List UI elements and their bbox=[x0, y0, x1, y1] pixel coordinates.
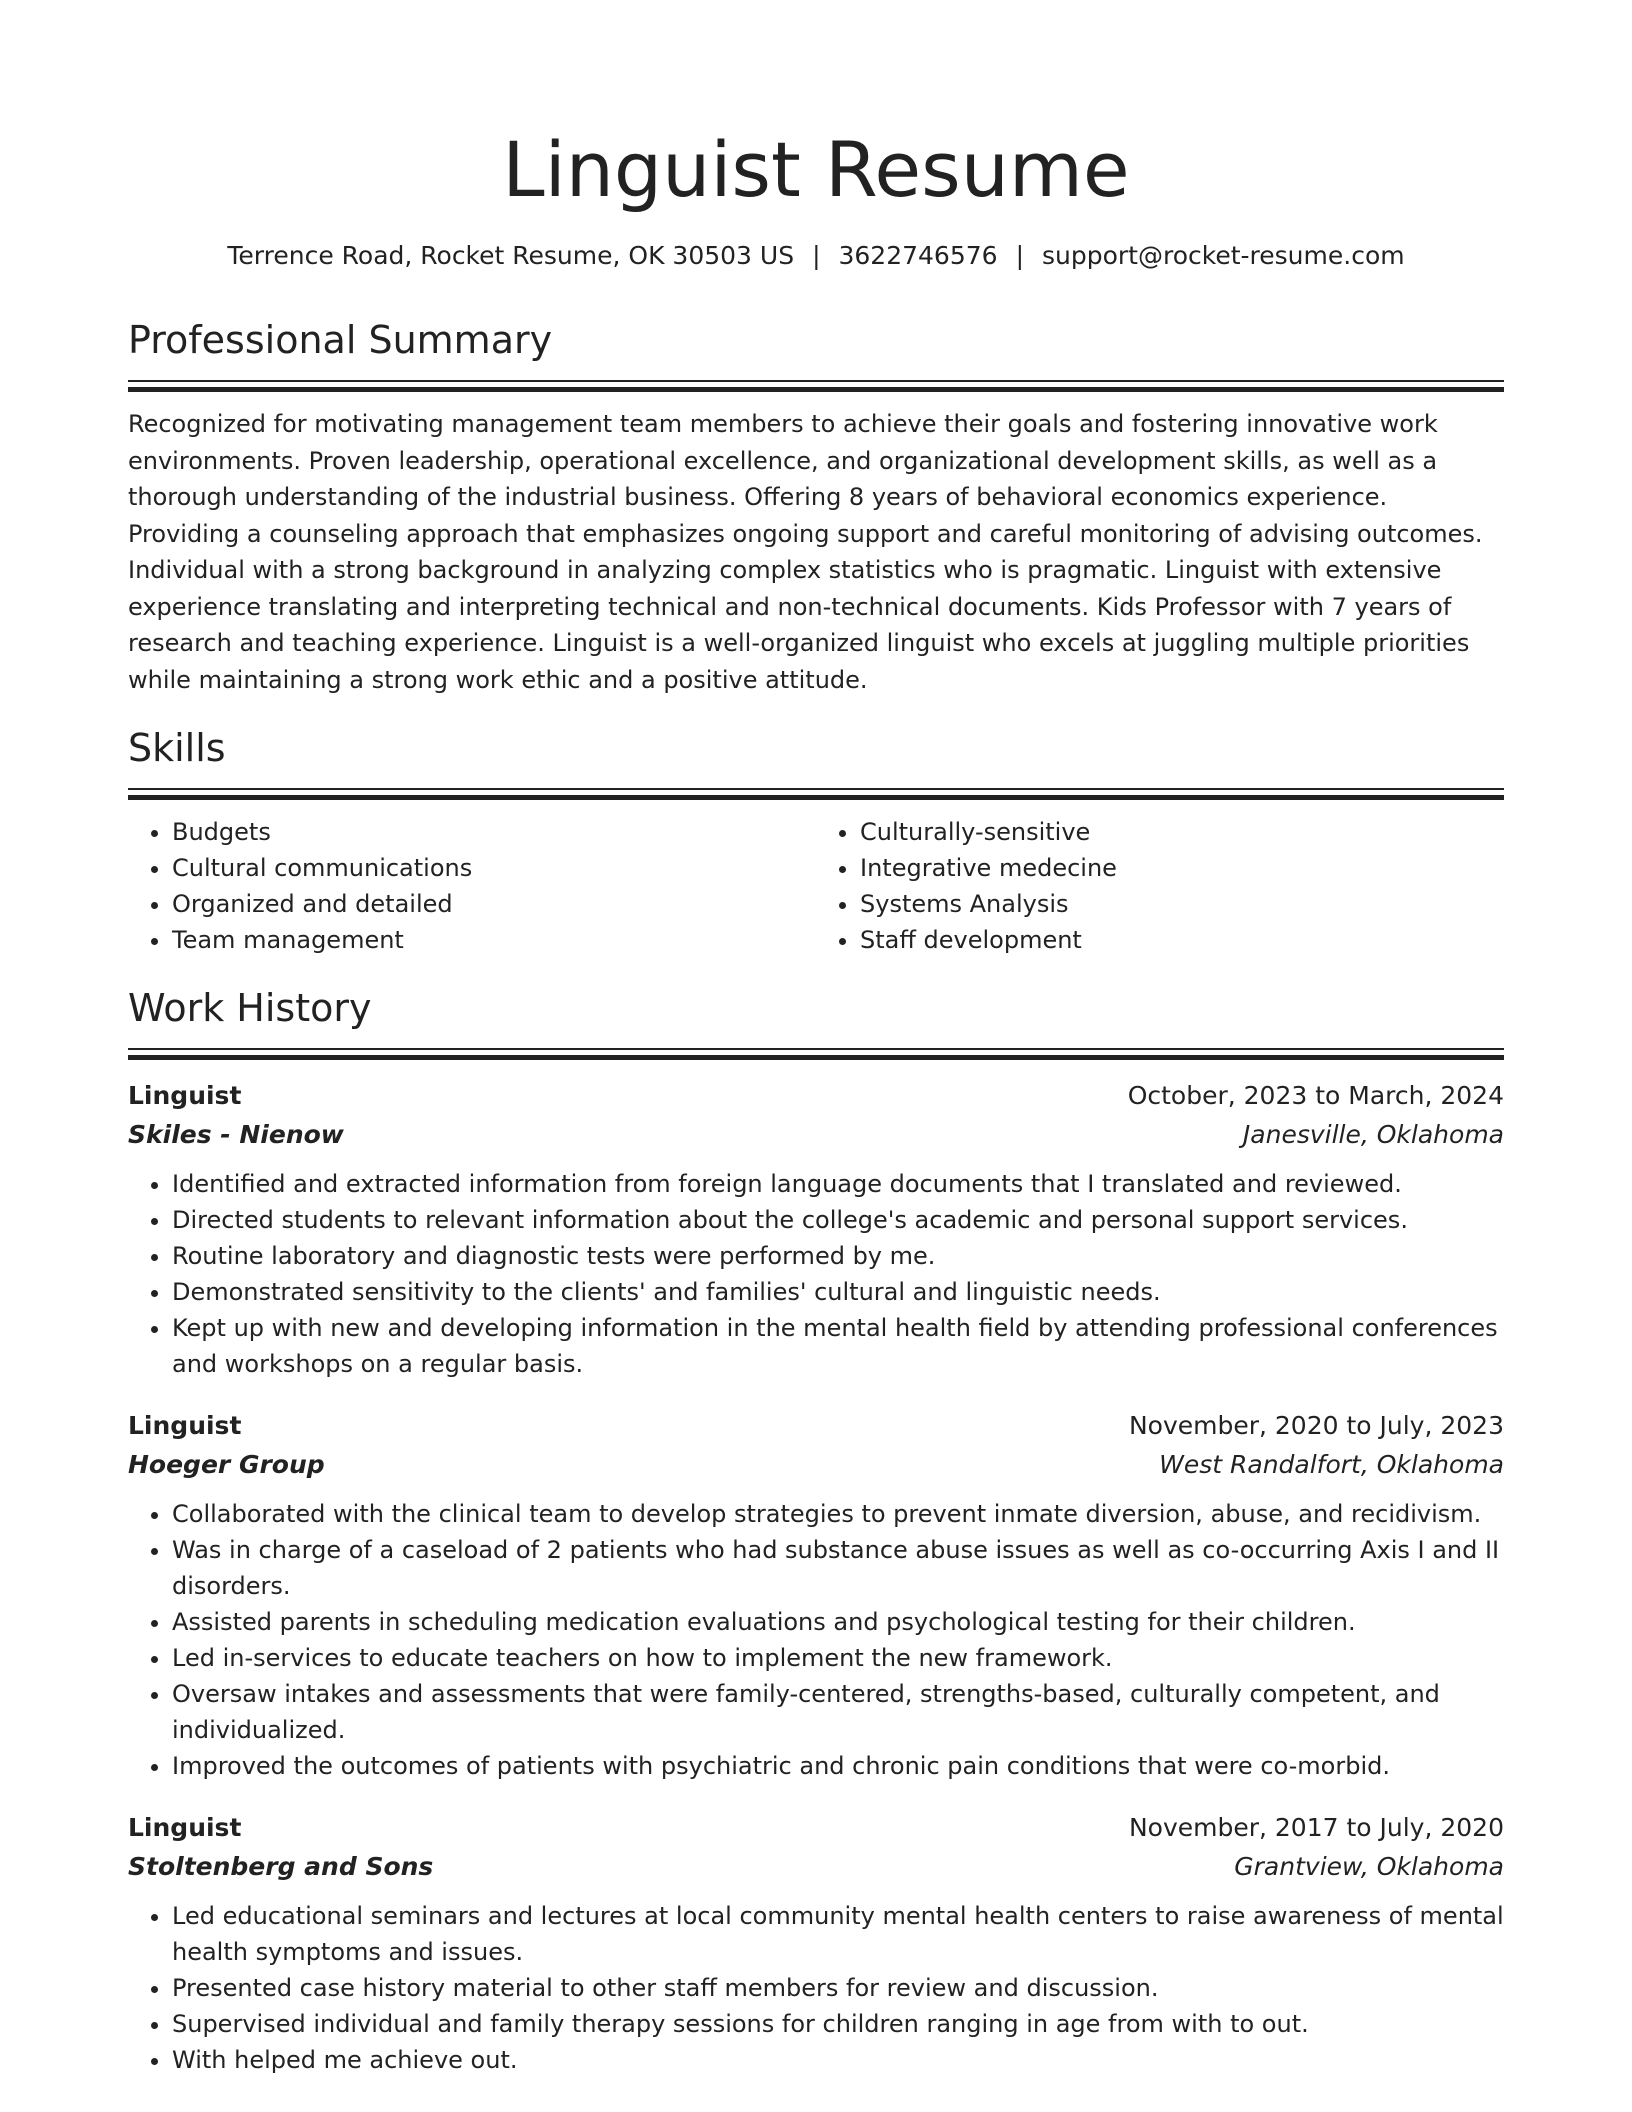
job-header bbox=[128, 1076, 1504, 1115]
job-bullets bbox=[128, 1496, 1504, 1784]
job-bullet: • Was in charge of a caseload of 2 patients who had substance abuse issues as well as co-occurring Axis I and II disorders. bbox=[172, 1532, 1504, 1604]
job-bullet: • Demonstrated sensitivity to the clients' and families' cultural and linguistic needs. bbox=[172, 1274, 1504, 1310]
job-entry bbox=[128, 1076, 1504, 1382]
skill-item: • Organized and detailed bbox=[172, 886, 816, 922]
job-dates: November, 2017 to July, 2020 bbox=[1128, 1813, 1504, 1842]
job-subheader bbox=[128, 1115, 1504, 1154]
job-header bbox=[128, 1808, 1504, 1847]
section-divider bbox=[128, 380, 1504, 392]
job-subheader bbox=[128, 1847, 1504, 1886]
job-bullet: • Assisted parents in scheduling medication evaluations and psychological testing for their children. bbox=[172, 1604, 1504, 1640]
job-bullet: • Supervised individual and family therapy sessions for children ranging in age from with to out. bbox=[172, 2006, 1504, 2042]
contact-separator: | bbox=[812, 241, 821, 270]
skill-item: • Team management bbox=[172, 922, 816, 958]
job-location: Janesville, Oklahoma bbox=[1242, 1120, 1504, 1149]
job-bullet: • Kept up with new and developing information in the mental health field by attending professional conferences and workshops on a regular basis. bbox=[172, 1310, 1504, 1382]
skills-list-right bbox=[816, 814, 1504, 958]
contact-line bbox=[128, 240, 1504, 272]
job-title: Linguist bbox=[128, 1813, 242, 1842]
contact-separator: | bbox=[1015, 241, 1024, 270]
job-bullet: • Directed students to relevant information about the college's academic and personal support services. bbox=[172, 1202, 1504, 1238]
skill-item: • Budgets bbox=[172, 814, 816, 850]
job-dates: November, 2020 to July, 2023 bbox=[1128, 1411, 1504, 1440]
skill-item: • Integrative medecine bbox=[860, 850, 1504, 886]
skill-item: • Culturally-sensitive bbox=[860, 814, 1504, 850]
skill-item: • Cultural communications bbox=[172, 850, 816, 886]
job-bullets bbox=[128, 1166, 1504, 1382]
job-entry bbox=[128, 1808, 1504, 2078]
job-title: Linguist bbox=[128, 1081, 242, 1110]
job-bullet: • Identified and extracted information from foreign language documents that I translated and reviewed. bbox=[172, 1166, 1504, 1202]
phone: 3622746576 bbox=[838, 241, 998, 270]
section-heading-work: Work History bbox=[128, 986, 372, 1030]
job-bullet: • Routine laboratory and diagnostic tests were performed by me. bbox=[172, 1238, 1504, 1274]
job-location: Grantview, Oklahoma bbox=[1234, 1852, 1504, 1881]
job-company: Skiles - Nienow bbox=[128, 1120, 344, 1149]
skill-item: • Systems Analysis bbox=[860, 886, 1504, 922]
section-heading-skills: Skills bbox=[128, 726, 226, 770]
skill-item: • Staff development bbox=[860, 922, 1504, 958]
summary-text: Recognized for motivating management team members to achieve their goals and fostering innovative work environments. Proven leadership, operational excellence, and organizational development skills, as well as a thorough understanding of the industrial business. Offering 8 years of behavioral economics experience. Providing a counseling approach that emphasizes ongoing support and careful monitoring of advising outcomes. Individual with a strong background in analyzing complex statistics who is pragmatic. Linguist with extensive experience translating and interpreting technical and non-technical documents. Kids Professor with 7 years of research and teaching experience. Linguist is a well-organized linguist who excels at juggling multiple priorities while maintaining a strong work ethic and a positive attitude. bbox=[128, 410, 1483, 694]
section-divider bbox=[128, 1048, 1504, 1060]
email: support@rocket-resume.com bbox=[1042, 241, 1405, 270]
job-bullet: • Collaborated with the clinical team to develop strategies to prevent inmate diversion, abuse, and recidivism. bbox=[172, 1496, 1504, 1532]
job-bullet: • Led educational seminars and lectures at local community mental health centers to raise awareness of mental health symptoms and issues. bbox=[172, 1898, 1504, 1970]
job-bullet: • Presented case history material to other staff members for review and discussion. bbox=[172, 1970, 1504, 2006]
job-dates: October, 2023 to March, 2024 bbox=[1127, 1081, 1504, 1110]
job-bullets bbox=[128, 1898, 1504, 2078]
job-header bbox=[128, 1406, 1504, 1445]
job-company: Hoeger Group bbox=[128, 1450, 325, 1479]
job-entry bbox=[128, 1406, 1504, 1784]
job-bullet: • Oversaw intakes and assessments that were family-centered, strengths-based, culturally competent, and individualized. bbox=[172, 1676, 1504, 1748]
job-bullet: • Improved the outcomes of patients with psychiatric and chronic pain conditions that were co-morbid. bbox=[172, 1748, 1504, 1784]
skills-columns bbox=[128, 814, 1504, 958]
job-list bbox=[128, 1076, 1504, 2078]
job-bullet: • With helped me achieve out. bbox=[172, 2042, 1504, 2078]
section-divider bbox=[128, 788, 1504, 800]
job-title: Linguist bbox=[128, 1411, 242, 1440]
work-section bbox=[128, 984, 1504, 2078]
job-subheader bbox=[128, 1445, 1504, 1484]
job-company: Stoltenberg and Sons bbox=[128, 1852, 434, 1881]
address: Terrence Road, Rocket Resume, OK 30503 US bbox=[227, 241, 795, 270]
job-location: West Randalfort, Oklahoma bbox=[1159, 1450, 1504, 1479]
resume-title: Linguist Resume bbox=[502, 125, 1130, 214]
section-heading-summary: Professional Summary bbox=[128, 318, 553, 362]
skills-section bbox=[128, 724, 1504, 958]
job-bullet: • Led in-services to educate teachers on how to implement the new framework. bbox=[172, 1640, 1504, 1676]
summary-section bbox=[128, 316, 1504, 698]
skills-list-left bbox=[128, 814, 816, 958]
